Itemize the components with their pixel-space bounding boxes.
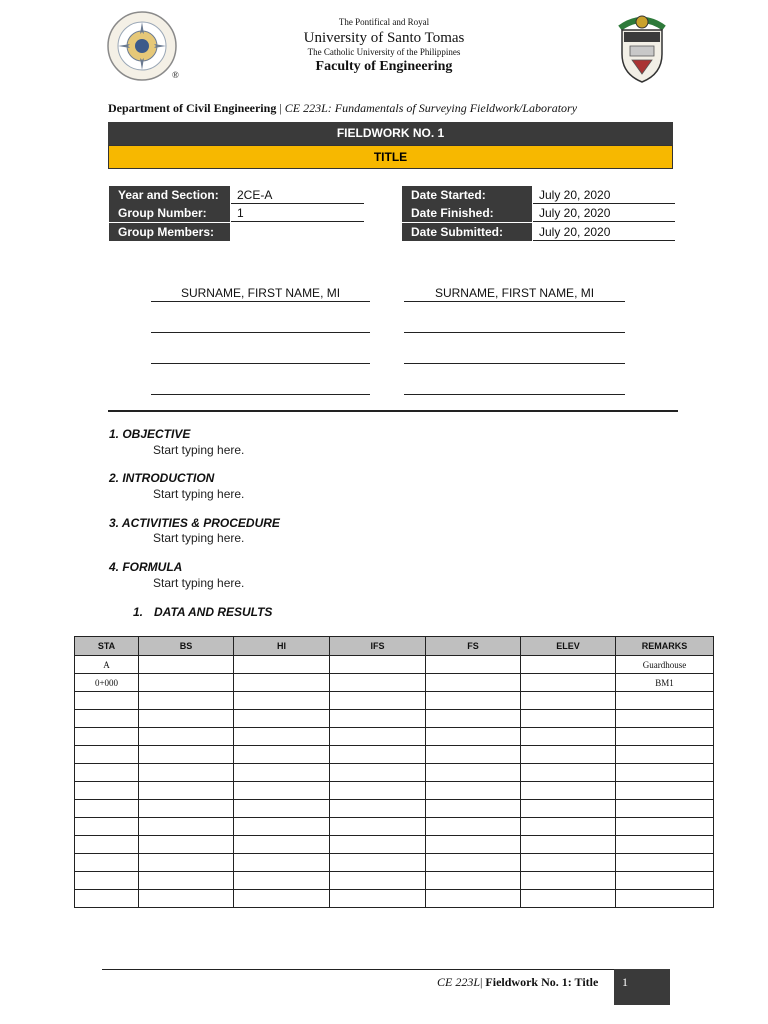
table-cell-fs[interactable]	[426, 800, 521, 818]
year-section-label: Year and Section:	[109, 186, 230, 204]
table-cell-ifs[interactable]	[330, 872, 426, 890]
table-row	[75, 890, 714, 908]
table-cell-elev[interactable]	[521, 800, 616, 818]
table-cell-sta[interactable]	[75, 746, 139, 764]
table-cell-ifs[interactable]	[330, 854, 426, 872]
table-cell-ifs[interactable]	[330, 656, 426, 674]
table-cell-ifs[interactable]	[330, 800, 426, 818]
table-cell-fs[interactable]	[426, 890, 521, 908]
member-line[interactable]	[151, 332, 370, 333]
table-cell-hi[interactable]	[234, 674, 330, 692]
table-cell-hi[interactable]	[234, 872, 330, 890]
table-cell-bs[interactable]	[139, 710, 234, 728]
footer-course: CE 223L	[437, 975, 481, 989]
table-cell-ifs[interactable]	[330, 728, 426, 746]
table-cell-fs[interactable]	[426, 836, 521, 854]
group-number-label: Group Number:	[109, 204, 230, 222]
table-row	[75, 656, 714, 674]
table-cell-remarks[interactable]	[616, 818, 714, 836]
table-cell-sta[interactable]	[75, 764, 139, 782]
table-cell-remarks[interactable]	[616, 746, 714, 764]
university-subtitle: The Catholic University of the Philippines	[307, 47, 461, 57]
table-cell-remarks[interactable]	[616, 728, 714, 746]
table-row	[75, 746, 714, 764]
table-cell-bs[interactable]	[139, 728, 234, 746]
table-cell-remarks[interactable]	[616, 854, 714, 872]
table-cell-bs[interactable]	[139, 800, 234, 818]
table-row	[75, 818, 714, 836]
table-cell-fs[interactable]	[426, 782, 521, 800]
table-cell-ifs[interactable]	[330, 836, 426, 854]
data-results-number: 1.	[133, 605, 144, 619]
table-row	[75, 854, 714, 872]
table-cell-sta[interactable]	[75, 890, 139, 908]
table-cell-remarks[interactable]	[616, 692, 714, 710]
table-cell-fs[interactable]	[426, 728, 521, 746]
section-introduction-body[interactable]: Start typing here.	[153, 487, 245, 501]
table-cell-elev[interactable]	[521, 656, 616, 674]
table-header-hi: HI	[234, 637, 330, 656]
table-row	[75, 872, 714, 890]
table-cell-elev[interactable]	[521, 746, 616, 764]
table-cell-bs[interactable]	[139, 782, 234, 800]
member-line[interactable]	[404, 332, 625, 333]
table-header-bs: BS	[139, 637, 234, 656]
table-cell-remarks[interactable]	[616, 800, 714, 818]
table-header-fs: FS	[426, 637, 521, 656]
footer-doc-title: Fieldwork No. 1: Title	[485, 975, 599, 989]
table-cell-elev[interactable]	[521, 836, 616, 854]
table-cell-hi[interactable]	[234, 818, 330, 836]
table-cell-elev[interactable]	[521, 674, 616, 692]
course-line	[108, 101, 577, 116]
table-cell-ifs[interactable]	[330, 764, 426, 782]
date-submitted-label: Date Submitted:	[402, 223, 532, 241]
table-cell-elev[interactable]	[521, 890, 616, 908]
table-header-row	[75, 637, 714, 656]
table-cell-fs[interactable]	[426, 674, 521, 692]
member-line[interactable]	[151, 394, 370, 395]
table-cell-sta[interactable]: A	[75, 656, 139, 674]
member-line[interactable]	[151, 363, 370, 364]
table-cell-fs[interactable]	[426, 656, 521, 674]
table-row	[75, 764, 714, 782]
date-finished-value[interactable]: July 20, 2020	[533, 204, 675, 222]
table-cell-fs[interactable]	[426, 746, 521, 764]
table-cell-sta[interactable]	[75, 692, 139, 710]
members-col2-header: SURNAME, FIRST NAME, MI	[404, 286, 625, 302]
table-cell-fs[interactable]	[426, 710, 521, 728]
table-cell-hi[interactable]	[234, 836, 330, 854]
table-cell-elev[interactable]	[521, 710, 616, 728]
member-line[interactable]	[404, 394, 625, 395]
table-cell-ifs[interactable]	[330, 710, 426, 728]
table-cell-sta[interactable]	[75, 818, 139, 836]
table-cell-bs[interactable]	[139, 692, 234, 710]
table-cell-elev[interactable]	[521, 764, 616, 782]
table-cell-hi[interactable]	[234, 764, 330, 782]
section-introduction-title: 2. INTRODUCTION	[109, 471, 215, 485]
table-cell-bs[interactable]	[139, 872, 234, 890]
member-line[interactable]	[404, 363, 625, 364]
members-col1-header: SURNAME, FIRST NAME, MI	[151, 286, 370, 302]
table-cell-hi[interactable]	[234, 854, 330, 872]
course-separator: |	[276, 101, 285, 115]
table-header-ifs: IFS	[330, 637, 426, 656]
table-row	[75, 782, 714, 800]
table-row	[75, 800, 714, 818]
table-cell-elev[interactable]	[521, 692, 616, 710]
table-header-remarks: REMARKS	[616, 637, 714, 656]
department-name: Department of Civil Engineering	[108, 101, 277, 115]
table-header-sta: STA	[75, 637, 139, 656]
table-cell-fs[interactable]	[426, 764, 521, 782]
table-row	[75, 728, 714, 746]
table-cell-hi[interactable]	[234, 728, 330, 746]
table-cell-sta[interactable]	[75, 800, 139, 818]
table-cell-fs[interactable]	[426, 854, 521, 872]
table-cell-hi[interactable]	[234, 800, 330, 818]
fieldwork-number-banner: FIELDWORK NO. 1	[108, 122, 673, 145]
engineering-crest-logo	[610, 8, 674, 84]
table-cell-sta[interactable]	[75, 872, 139, 890]
table-cell-bs[interactable]	[139, 854, 234, 872]
table-cell-bs[interactable]	[139, 674, 234, 692]
table-cell-remarks[interactable]: Guardhouse	[616, 656, 714, 674]
table-cell-remarks[interactable]	[616, 836, 714, 854]
table-cell-elev[interactable]	[521, 872, 616, 890]
table-cell-elev[interactable]	[521, 854, 616, 872]
table-row	[75, 836, 714, 854]
table-cell-remarks[interactable]	[616, 872, 714, 890]
table-cell-remarks[interactable]	[616, 764, 714, 782]
table-cell-sta[interactable]	[75, 728, 139, 746]
table-cell-bs[interactable]	[139, 818, 234, 836]
table-cell-fs[interactable]	[426, 692, 521, 710]
section-divider	[108, 410, 678, 412]
section-objective-title: 1. OBJECTIVE	[109, 427, 191, 441]
title-banner[interactable]: TITLE	[108, 145, 673, 169]
table-cell-remarks[interactable]	[616, 782, 714, 800]
table-row	[75, 710, 714, 728]
table-cell-remarks[interactable]	[616, 710, 714, 728]
table-cell-ifs[interactable]	[330, 782, 426, 800]
table-body	[75, 656, 714, 908]
table-row	[75, 692, 714, 710]
table-cell-sta[interactable]: 0+000	[75, 674, 139, 692]
table-row	[75, 674, 714, 692]
course-name: CE 223L: Fundamentals of Surveying Fieldwork/Laboratory	[284, 101, 578, 115]
university-name: University of Santo Tomas	[303, 30, 465, 46]
footer-text	[437, 975, 598, 990]
table-cell-hi[interactable]	[234, 746, 330, 764]
table-cell-hi[interactable]	[234, 692, 330, 710]
table-cell-bs[interactable]	[139, 764, 234, 782]
footer-rule	[102, 969, 670, 970]
table-cell-remarks[interactable]: BM1	[616, 674, 714, 692]
section-activities-title: 3. ACTIVITIES & PROCEDURE	[109, 516, 280, 530]
date-finished-label: Date Finished:	[402, 204, 532, 222]
table-cell-hi[interactable]	[234, 710, 330, 728]
table-cell-remarks[interactable]	[616, 890, 714, 908]
table-cell-elev[interactable]	[521, 728, 616, 746]
faculty-name: Faculty of Engineering	[315, 59, 453, 74]
page-number: 1	[614, 969, 670, 1005]
footer-separator: |	[480, 975, 486, 989]
table-cell-hi[interactable]	[234, 890, 330, 908]
table-cell-ifs[interactable]	[330, 692, 426, 710]
date-submitted-value[interactable]: July 20, 2020	[533, 223, 675, 241]
table-cell-bs[interactable]	[139, 890, 234, 908]
table-cell-bs[interactable]	[139, 836, 234, 854]
group-members-label: Group Members:	[109, 223, 230, 241]
table-cell-ifs[interactable]	[330, 890, 426, 908]
date-started-value[interactable]: July 20, 2020	[533, 186, 675, 204]
table-cell-ifs[interactable]	[330, 818, 426, 836]
table-cell-fs[interactable]	[426, 872, 521, 890]
table-cell-elev[interactable]	[521, 818, 616, 836]
table-cell-hi[interactable]	[234, 656, 330, 674]
section-activities-body[interactable]: Start typing here.	[153, 531, 245, 545]
date-started-label: Date Started:	[402, 186, 532, 204]
group-number-value[interactable]: 1	[231, 204, 364, 222]
table-cell-hi[interactable]	[234, 782, 330, 800]
table-cell-ifs[interactable]	[330, 674, 426, 692]
section-formula-body[interactable]: Start typing here.	[153, 576, 245, 590]
section-objective-body[interactable]: Start typing here.	[153, 443, 245, 457]
section-formula-title: 4. FORMULA	[109, 560, 183, 574]
table-header-elev: ELEV	[521, 637, 616, 656]
registered-mark: ®	[172, 70, 179, 80]
table-cell-sta[interactable]	[75, 836, 139, 854]
table-cell-bs[interactable]	[139, 656, 234, 674]
data-results-title: DATA AND RESULTS	[154, 605, 273, 619]
table-cell-ifs[interactable]	[330, 746, 426, 764]
header-line1: The Pontifical and Royal	[338, 17, 430, 27]
year-section-value[interactable]: 2CE-A	[231, 186, 364, 204]
table-cell-fs[interactable]	[426, 818, 521, 836]
table-cell-elev[interactable]	[521, 782, 616, 800]
table-cell-sta[interactable]	[75, 710, 139, 728]
data-results-table	[74, 636, 714, 908]
table-cell-sta[interactable]	[75, 782, 139, 800]
table-cell-sta[interactable]	[75, 854, 139, 872]
table-cell-bs[interactable]	[139, 746, 234, 764]
